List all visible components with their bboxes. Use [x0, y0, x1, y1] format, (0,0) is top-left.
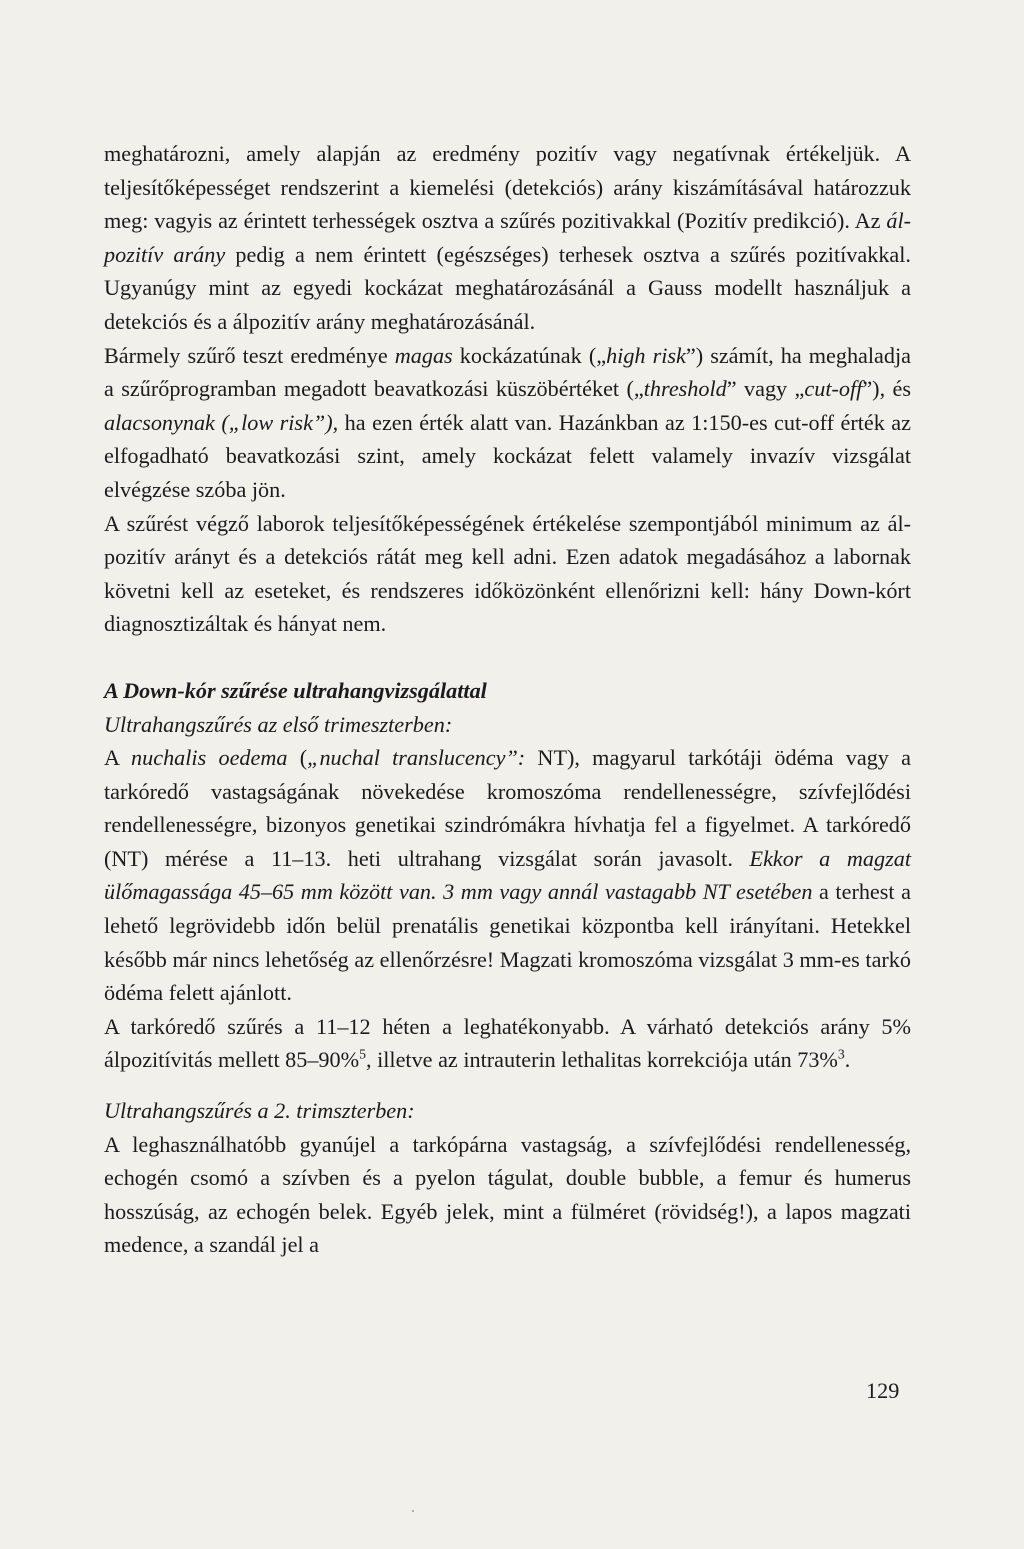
paragraph-detection-rate	[104, 137, 911, 339]
italic-term: ál-pozitív arány	[104, 208, 911, 267]
text-run: kockázatúnak („	[452, 342, 607, 368]
paragraph-gap	[104, 1077, 911, 1094]
text-run: a terhest a lehető legrövidebb időn belül prenatális genetikai központba kell irányítani. Hetekkel később már nincs lehetőség az ellenőrzésre! Magzati kromoszóma vizsgálat 3 mm-es tarkó ödéma felett ajánlott.	[104, 879, 911, 1006]
paragraph-nt-screening	[104, 1010, 911, 1077]
text-run: ”) számít, ha meghaladja a szűrőprogramban megadott beavatkozási küszöbértéket („	[104, 342, 912, 402]
scan-speck	[412, 1510, 414, 1512]
italic-term: magas	[394, 342, 453, 368]
paragraph-lab-performance: A szűrést végző laborok teljesítőképességének értékelése szempontjából minimum az ál-pozitív arányt és a detekciós rátát meg kell adni. Ezen adatok megadásához a labornak követni kell az eseteket, és rendszeres időközönként ellenőrizni kell: hány Down-kórt diagnosztizáltak és hányat nem.	[104, 510, 911, 637]
paragraph-second-trimester-markers: A leghasználhatóbb gyanújel a tarkópárna vastagság, a szívfejlődési rendellenesség, echogén csomó a szívben és a pyelon tágulat, double bubble, a femur és humerus hosszúság, az echogén belek. Egyéb jelek, mint a fülméret (rövidség!), a lapos magzati medence, a szandál jel a	[104, 1131, 911, 1258]
text-run: A tarkóredő szűrés a 11–12 héten a leghatékonyabb. A várható detekciós arány 5% álpozitívitás mellett 85–90%	[104, 1013, 911, 1073]
text-run: meghatározni, amely alapján az eredmény pozitív vagy negatívnak értékeljük. A teljesítőképességet rendszerint a kiemelési (detekciós) arány kiszámításával határozzuk meg: vagyis az érintett terhességek osztva a szűrés pozitivakkal (Pozitív predikció). Az	[104, 141, 911, 234]
italic-term: „nuchal translucency”:	[307, 745, 526, 771]
italic-term: Ekkor a magzat ülőmagassága 45–65 mm között van. 3 mm vagy annál vastagabb NT esetében	[104, 845, 911, 905]
text-run: ” vagy „	[726, 376, 805, 402]
paragraph-gap	[104, 641, 911, 674]
subheading-first-trimester: Ultrahangszűrés az első trimeszterben:	[104, 711, 453, 737]
text-run: pedig a nem érintett (egészséges) terhesek osztva a szűrés pozitívakkal. Ugyanúgy mint az egyedi kockázat meghatározásánál a Gauss modellt használjuk a detekciós és a álpozitív arány meghatározásánál.	[104, 241, 911, 334]
italic-term: nuchalis oedema	[131, 745, 288, 771]
reference-superscript: 5	[359, 1047, 366, 1063]
paragraph-risk-threshold	[104, 339, 911, 507]
body-text	[104, 137, 911, 1262]
section-heading: A Down-kór szűrése ultrahangvizsgálattal	[104, 677, 487, 703]
italic-term: alacsonynak („low risk”),	[104, 409, 339, 435]
text-run: ”), és	[862, 376, 912, 402]
paragraph-nuchal-translucency	[104, 741, 911, 1010]
text-run: NT), magyarul tarkótáji ödéma vagy a tarkóredő vastagságának növekedése kromoszóma rendellenességre, szívfejlődési rendellenességre, bizonyos genetikai szindrómákra hívhatja fel a figyelmet. A tarkóredő (NT) mérése a 11–13. heti ultrahang vizsgálat során javasolt.	[104, 745, 911, 871]
italic-term: high risk	[606, 342, 686, 368]
subheading-second-trimester: Ultrahangszűrés a 2. trimszterben:	[104, 1098, 415, 1124]
italic-term: threshold	[643, 376, 727, 402]
text-run: ha ezen érték alatt van. Hazánkban az 1:150-es cut-off érték az elfogadható beavatkozási szint, amely kockázat felett valamely invazív vizsgálat elvégzése szóba jön.	[104, 409, 912, 502]
text-run: .	[844, 1047, 851, 1073]
text-run: A	[104, 745, 132, 771]
reference-superscript: 3	[837, 1047, 845, 1063]
italic-term: cut-off	[804, 376, 863, 402]
text-run: , illetve az intrauterin lethalitas korrekciója után 73%	[365, 1047, 838, 1073]
text-run: (	[287, 745, 308, 771]
page-number: 129	[866, 1378, 900, 1403]
text-run: Bármely szűrő teszt eredménye	[104, 342, 395, 368]
